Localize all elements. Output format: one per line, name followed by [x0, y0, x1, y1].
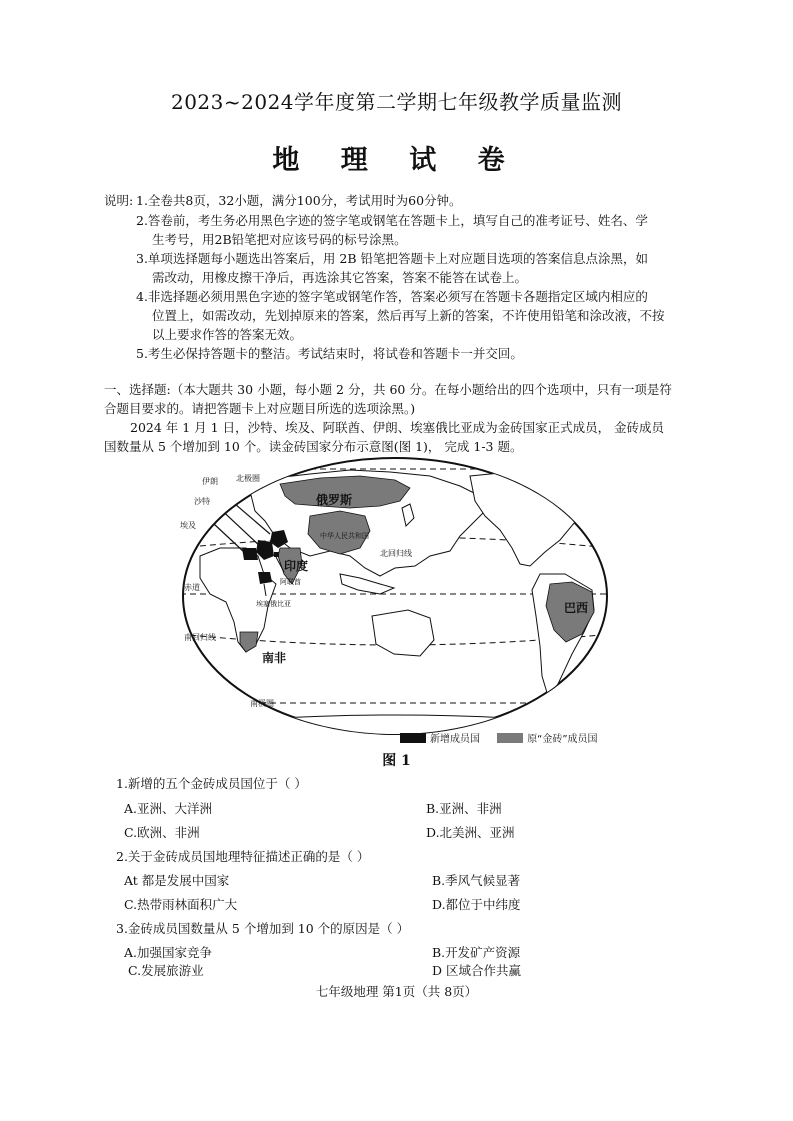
instruction-item: 3.单项选择题每小题选出答案后，用 2B 铅笔把答题卡上对应题目选项的答案信息点涂黑，如 — [136, 251, 649, 266]
q2-option-a[interactable]: At 都是发展中国家 — [124, 873, 230, 888]
instruction-item: 生考号，用2B铅笔把对应该号码的标号涂黑。 — [152, 232, 407, 247]
passage-cont: 国数量从 5 个增加到 10 个。读金砖国家分布示意图(图 1)， 完成 1-3 题。 — [104, 439, 523, 454]
page-footer: 七年级地理 第1页（共 8页） — [315, 984, 478, 999]
map-label-ethiopia: 埃塞俄比亚 — [256, 600, 291, 608]
legend-new-label: 新增成员国 — [430, 734, 480, 745]
q1-option-d[interactable]: D.北美洲、亚洲 — [426, 825, 515, 840]
map-label-tropic-north: 北回归线 — [380, 549, 412, 558]
q3-option-d[interactable]: D 区域合作共赢 — [432, 963, 521, 978]
map-label-russia: 俄罗斯 — [316, 493, 353, 507]
instruction-item: 2.答卷前，考生务必用黑色字迹的签字笔或钢笔在答题卡上，填写自己的准考证号、姓名、学 — [136, 213, 648, 228]
instruction-item: 需改动，用橡皮擦干净后，再选涂其它答案，答案不能答在试卷上。 — [152, 270, 528, 285]
map-label-antarctic: 南极圈 — [250, 699, 274, 708]
question-1-stem: 1.新增的五个金砖成员国位于（ ） — [116, 776, 307, 791]
exam-title: 2023~2024学年度第二学期七年级教学质量监测 — [170, 90, 623, 114]
instruction-item: 位置上，如需改动，先划掉原来的答案，然后再写上新的答案，不许使用铅笔和涂改液，不按 — [152, 308, 665, 323]
egypt-shape — [242, 548, 258, 560]
map-legend — [400, 730, 598, 745]
instructions-label: 说明: — [104, 193, 134, 208]
instruction-item: 以上要求作答的答案无效。 — [152, 327, 303, 342]
q2-option-d[interactable]: D.都位于中纬度 — [432, 897, 521, 912]
q3-option-a[interactable]: A.加强国家竞争 — [124, 945, 213, 960]
legend-new-swatch — [400, 733, 426, 743]
q2-option-b[interactable]: B.季风气候显著 — [432, 873, 521, 888]
brics-world-map — [180, 456, 610, 744]
instruction-item: 5.考生必保持答题卡的整洁。考试结束时，将试卷和答题卡一并交回。 — [136, 346, 523, 361]
map-label-arctic: 北极圈 — [236, 474, 260, 483]
section-heading-cont: 合题目要求的。请把答题卡上对应题目所选的选项涂黑。) — [104, 401, 416, 416]
question-2-stem: 2.关于金砖成员国地理特征描述正确的是（ ） — [116, 849, 370, 864]
q2-option-c[interactable]: C.热带雨林面积广大 — [124, 897, 238, 912]
ethiopia-shape — [258, 572, 272, 584]
map-label-brazil: 巴西 — [564, 601, 589, 615]
map-label-china: 中华人民共和国 — [320, 532, 369, 540]
uae-shape — [274, 552, 279, 557]
section-heading: 一、选择题:（本大题共 30 小题，每小题 2 分，共 60 分。在每小题给出的四个选项中，只有一项是符 — [104, 382, 672, 397]
exam-subtitle: 地 理 试 卷 — [272, 145, 521, 176]
legend-orig-label: 原“金砖”成员国 — [527, 734, 598, 745]
instruction-item: 1.全卷共8页，32小题，满分100分，考试用时为60分钟。 — [136, 193, 462, 208]
map-label-egypt: 埃及 — [180, 521, 196, 530]
legend-orig-swatch — [497, 733, 523, 743]
map-label-equator: 赤道 — [184, 583, 200, 592]
map-label-uae: 阿联酋 — [280, 578, 301, 586]
map-label-tropic-south: 南回归线 — [184, 633, 216, 642]
q3-option-c[interactable]: C.发展旅游业 — [128, 963, 204, 978]
q1-option-a[interactable]: A.亚洲、大洋洲 — [124, 801, 213, 816]
passage: 2024 年 1 月 1 日，沙特、埃及、阿联酋、伊朗、埃塞俄比亚成为金砖国家正式成员， 金砖成员 — [130, 420, 665, 435]
map-label-saudi: 沙特 — [194, 497, 210, 506]
q1-option-c[interactable]: C.欧洲、非洲 — [124, 825, 200, 840]
q3-option-b[interactable]: B.开发矿产资源 — [432, 945, 521, 960]
map-label-south-africa: 南非 — [262, 651, 287, 665]
question-3-stem: 3.金砖成员国数量从 5 个增加到 10 个的原因是（ ） — [116, 921, 410, 936]
map-label-iran: 伊朗 — [202, 477, 218, 486]
figure-caption: 图 1 — [382, 753, 411, 769]
map-label-india: 印度 — [284, 559, 309, 573]
q1-option-b[interactable]: B.亚洲、非洲 — [426, 801, 502, 816]
instruction-item: 4.非选择题必须用黑色字迹的签字笔或钢笔作答，答案必须写在答题卡各题指定区域内相应的 — [136, 289, 648, 304]
